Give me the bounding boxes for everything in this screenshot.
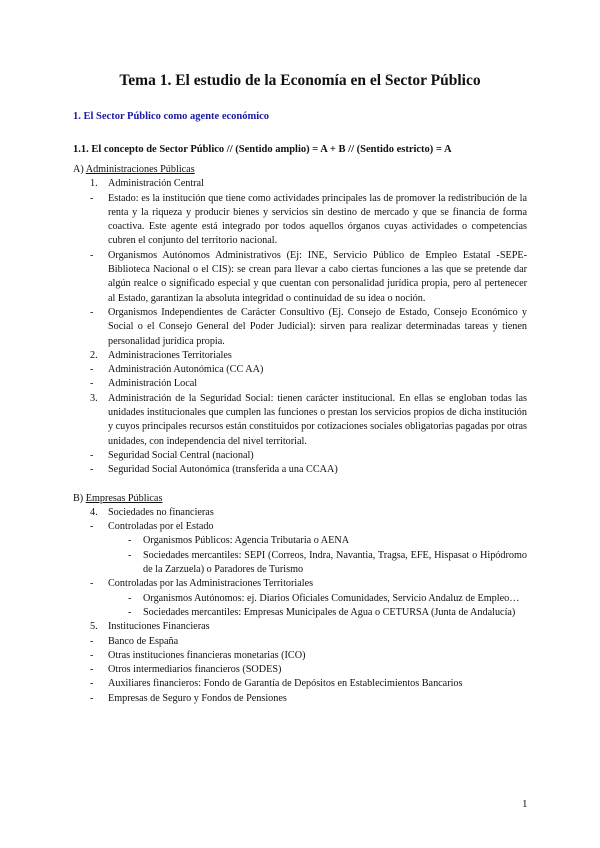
list-item-text: Sociedades mercantiles: SEPI (Correos, Indra, Navantia, Tragsa, EFE, Hispasat o Hipódromo de la Zarzuela) o Paradores de Turismo <box>143 549 527 576</box>
list-marker: - <box>90 306 94 318</box>
list-marker: - <box>90 578 94 590</box>
list-item-text: Organismos Públicos: Agencia Tributaria o AENA <box>143 535 350 547</box>
group-b-heading <box>73 492 527 506</box>
list-marker: - <box>90 249 94 261</box>
list-marker: - <box>90 664 94 676</box>
list-marker: - <box>90 364 94 376</box>
sub-list-item <box>73 592 527 606</box>
list-item <box>73 506 527 520</box>
list-item <box>73 377 527 391</box>
list-item <box>73 577 527 591</box>
group-b-title: Empresas Públicas <box>85 492 163 504</box>
list-item-text: Estado: es la institución que tiene como actividades principales las de promover la redistribución de la renta y la riqueza y producir bienes y servicios sin destino de mercado y que se financia de forma coactiva. Este agente está integrado por todos aquellos órganos cuyas actividades o competencias cubren el conjunto del territorio nacional. <box>108 192 527 247</box>
document-body <box>73 163 527 706</box>
list-item-text: Administración Autonómica (CC AA) <box>108 364 264 376</box>
list-marker: - <box>90 678 94 690</box>
list-item-text: Instituciones Financieras <box>108 621 210 633</box>
page-number: 1 <box>522 798 528 810</box>
list-item-text: Banco de España <box>108 635 179 647</box>
list-item-text: Controladas por el Estado <box>108 521 214 533</box>
group-a-prefix: A) <box>73 164 84 175</box>
list-item-text: Controladas por las Administraciones Territoriales <box>108 578 314 590</box>
list-item-text: Administración de la Seguridad Social: tienen carácter institucional. En ellas se engloban todas las unidades institucionales que cumplen las funciones o prestan los servicios propios de dicha institución y cuyos principales recursos están constituidos por cotizaciones sociales obligatorias pagadas por otras unidades, con independencia del nivel territorial. <box>108 392 527 447</box>
list-item <box>73 306 527 349</box>
list-marker: - <box>90 464 94 476</box>
list-item-text: Sociedades mercantiles: Empresas Municipales de Agua o CETURSA (Junta de Andalucía) <box>143 606 516 618</box>
list-item-text: Organismos Independientes de Carácter Consultivo (Ej. Consejo de Estado, Consejo Económico y Social o el Consejo General del Poder Judicial): sirven para realizar determinadas tareas y tienen personalidad jurídica propia. <box>108 306 527 347</box>
list-item <box>73 249 527 306</box>
list-marker: 1. <box>90 178 98 190</box>
sub-list-item <box>73 606 527 620</box>
list-marker: - <box>128 535 132 547</box>
list-marker: 3. <box>90 392 98 404</box>
list-marker: 5. <box>90 621 98 633</box>
list-item <box>73 349 527 363</box>
list-item-text: Administraciones Territoriales <box>108 349 232 361</box>
list-item-text: Seguridad Social Autonómica (transferida a una CCAA) <box>108 464 338 476</box>
list-item <box>73 677 527 691</box>
list-marker: - <box>90 521 94 533</box>
section-heading: 1. El Sector Público como agente económico <box>73 111 270 122</box>
sub-list-item <box>73 534 527 548</box>
list-item-text: Empresas de Seguro y Fondos de Pensiones <box>108 692 287 704</box>
list-item <box>73 663 527 677</box>
list-marker: - <box>128 549 132 561</box>
list-marker: - <box>90 378 94 390</box>
list-item-text: Organismos Autónomos: ej. Diarios Oficiales Comunidades, Servicio Andaluz de Empleo… <box>143 592 520 604</box>
list-marker: 4. <box>90 506 98 518</box>
list-item <box>73 177 527 191</box>
list-item <box>73 635 527 649</box>
list-item-text: Sociedades no financieras <box>108 506 214 518</box>
group-a-title: Administraciones Públicas <box>85 164 195 175</box>
list-marker: - <box>128 606 132 618</box>
subsection-heading: 1.1. El concepto de Sector Público // (Sentido amplio) = A + B // (Sentido estricto) = A <box>73 144 452 155</box>
list-item <box>73 449 527 463</box>
list-marker: - <box>128 592 132 604</box>
list-marker: - <box>90 649 94 661</box>
sub-list-item <box>73 549 527 578</box>
list-marker: - <box>90 449 94 461</box>
list-item-text: Administración Central <box>108 178 204 190</box>
list-item <box>73 463 527 477</box>
list-item-text: Otras instituciones financieras monetarias (ICO) <box>108 649 306 661</box>
list-item <box>73 363 527 377</box>
list-item-text: Administración Local <box>108 378 198 390</box>
list-item <box>73 692 527 706</box>
list-item-text: Auxiliares financieros: Fondo de Garantía de Depósitos en Establecimientos Bancarios <box>108 678 463 690</box>
list-item <box>73 520 527 534</box>
list-marker: 2. <box>90 349 98 361</box>
list-item-text: Organismos Autónomos Administrativos (Ej: INE, Servicio Público de Empleo Estatal -SEPE- Biblioteca Nacional o el CIS): se crean para llevar a cabo ciertas funciones a las que se pretende dar algún realce o significado especial y que cuentan con personalidad jurídica propia, pero al pertenecer al Estado, garantizan la absoluta integridad o continuidad de su idea o noción. <box>108 249 527 304</box>
list-marker: - <box>90 635 94 647</box>
list-marker: - <box>90 192 94 204</box>
page-title: Tema 1. El estudio de la Economía en el Sector Público <box>119 72 481 89</box>
list-item <box>73 620 527 634</box>
group-b-prefix: B) <box>73 492 84 504</box>
list-marker: - <box>90 692 94 704</box>
list-item <box>73 392 527 449</box>
group-a-heading <box>73 163 527 177</box>
list-item-text: Seguridad Social Central (nacional) <box>108 449 254 461</box>
list-item <box>73 649 527 663</box>
list-item <box>73 192 527 249</box>
list-item-text: Otros intermediarios financieros (SODES) <box>108 664 282 676</box>
